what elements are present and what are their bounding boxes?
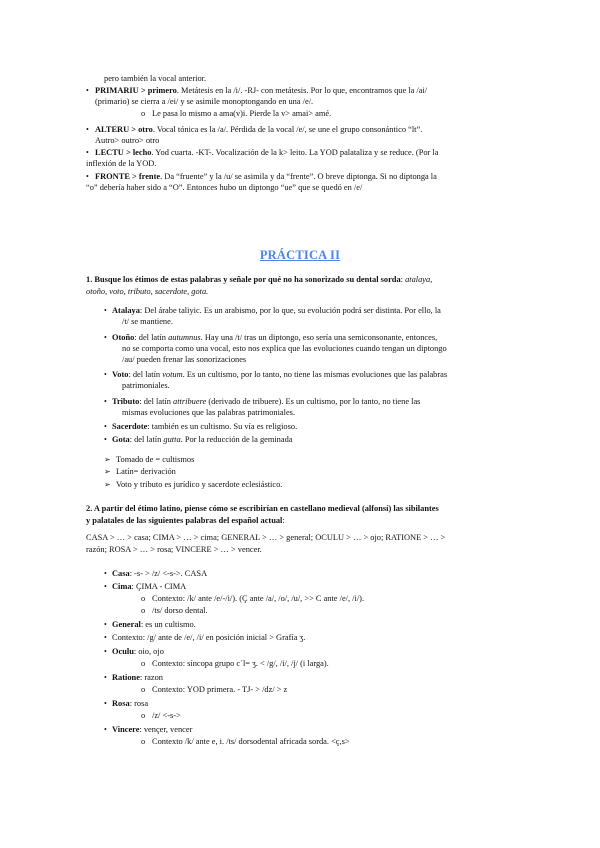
q2-answer-ratione-sub: Contexto: YOD primera. - TJ- > /dz/ > z	[152, 685, 288, 694]
answer-term: Vincere	[112, 725, 140, 734]
answer-text: : -s- > /z/ <-s->. CASA	[129, 569, 208, 578]
entry-text: . Da “fruente” y la /u/ se asimila y da “frente”. O breve diptonga. Si no diptonga la	[160, 172, 437, 181]
section-title: PRÁCTICA II	[259, 248, 341, 262]
item-text: . Hay una /t/ tras un diptongo, eso sería una semiconsonante, entonces,	[200, 333, 438, 342]
q2-answer-rosa-sub: /z/ <-s->	[152, 711, 181, 720]
q2-answer-ratione	[112, 672, 163, 683]
entry-lectu-line2: inflexión de la YOD.	[86, 159, 157, 168]
bullet: •	[104, 673, 107, 682]
item-text: . Por la reducción de la geminada	[180, 435, 293, 444]
sub-bullet: o	[141, 109, 146, 118]
q2-answer-vincere	[112, 724, 192, 735]
bullet: •	[104, 397, 107, 406]
sub-bullet: o	[141, 594, 146, 603]
entry-text: . Yod cuarta. -KT-. Vocalización de la k> leito. La YOD palataliza y se reduce. (Por la	[151, 148, 439, 157]
q1-item-otono-line2: no se comporta como una vocal, esto nos explica que las evoluciones cuando tengan un diptongo	[122, 344, 447, 353]
item-text: (derivado de tribuere). Es un cultismo, por lo tanto, no tiene las	[206, 397, 421, 406]
q2-answer-general	[112, 619, 196, 630]
item-text: : del latín	[134, 333, 169, 342]
answer-term: Oculu	[112, 647, 134, 656]
bullet: •	[104, 647, 107, 656]
q1-item-tributo	[112, 396, 420, 407]
q1-item-otono	[112, 332, 437, 343]
q2-prompt-bold: y palatales de las siguientes palabras del español actual	[86, 516, 283, 525]
item-term: Tributo	[112, 397, 140, 406]
item-text: : del latín	[139, 397, 174, 406]
bullet: •	[104, 435, 107, 444]
q1-item-gota	[112, 434, 293, 445]
arrow-bullet-icon: ➢	[104, 480, 111, 489]
q2-prompt-colon: :	[282, 516, 285, 525]
item-term: Sacerdote	[112, 422, 148, 431]
q2-list-line1: CASA > … > casa; CIMA > … > cima; GENERAL > … > general; OCULU > … > ojo; RATIONE > … >	[86, 533, 446, 542]
answer-term: General	[112, 620, 141, 629]
answer-text: : razon	[139, 673, 163, 682]
entry-text: . Vocal tónica es la /a/. Pérdida de la vocal /e/, se une el grupo consonántico “lt”.	[152, 125, 423, 134]
continuation-line: pero también la vocal anterior.	[104, 74, 207, 83]
item-text: : también es un cultismo. Su vía es religioso.	[147, 422, 298, 431]
entry-fronte-line2: “o” debería haber sido a “O”. Entonces hubo un diptongo “ue” que se quedó en /e/	[86, 183, 363, 192]
entry-term: LECTU > lecho	[95, 148, 152, 157]
answer-text: : rosa	[129, 699, 149, 708]
bullet: •	[86, 86, 89, 95]
bullet: •	[104, 569, 107, 578]
q2-answer-cima-sub2: /ts/ dorso dental.	[152, 606, 208, 615]
item-term: Voto	[112, 370, 129, 379]
q1-prompt-line2: otoño, voto, tributo, sacerdote, gota.	[86, 287, 209, 296]
item-etymon: gutta	[163, 435, 181, 444]
entry-alteru-line2: Autro> outro> otro	[95, 136, 160, 145]
item-term: Otoño	[112, 333, 135, 342]
item-term: Atalaya	[112, 306, 140, 315]
entry-primariu	[95, 85, 515, 96]
q2-answer-oculu	[112, 646, 164, 657]
q1-item-atalaya-line2: /t/ se mantiene.	[122, 317, 173, 326]
q2-answer-cima-sub1: Contexto: /k/ ante /e/-/i/). (Ç ante /a/, /o/, /u/, >> C ante /e/, /i/).	[152, 594, 365, 603]
entry-term: ALTERU > otro	[95, 125, 153, 134]
item-etymon: attribuere	[173, 397, 207, 406]
q1-note: Latín= derivación	[116, 467, 176, 476]
q1-item-atalaya	[112, 305, 441, 316]
entry-primariu-line2: (primario) se cierra a /ei/ y se asimile monoptongando en una /e/.	[95, 97, 314, 106]
item-text: : del latín	[128, 370, 163, 379]
bullet: •	[104, 620, 107, 629]
item-etymon: votum	[162, 370, 183, 379]
answer-text: : ÇIMA - CIMA	[131, 582, 187, 591]
q1-prompt-bold: 1. Busque los étimos de estas palabras y señale por qué no ha sonorizado su dental sorda	[86, 275, 401, 284]
item-text: : Del árabe taliyic. Es un arabismo, por lo que, su evolución podrá ser distinta. Por ello, la	[139, 306, 441, 315]
q1-note: Voto y tributo es jurídico y sacerdote eclesiástico.	[116, 480, 283, 489]
q1-prompt	[86, 274, 432, 285]
q2-answer-contexto: Contexto: /g/ ante de /e/, /i/ en posición inicial > Grafía ʒ.	[112, 633, 306, 642]
q1-item-otono-line3: /au/ pueden frenar las sonorizaciones	[122, 355, 247, 364]
q2-answer-oculu-sub: Contexto: síncopa grupo c´l= ʒ. < /g/, /i/, /j/ (i larga).	[152, 659, 329, 668]
q1-note: Tomado de = cultismos	[116, 455, 195, 464]
sub-bullet: o	[141, 659, 146, 668]
answer-text: : es un cultismo.	[140, 620, 196, 629]
entry-term: PRIMARIU > primero	[95, 86, 177, 95]
bullet: •	[86, 148, 89, 157]
bullet: •	[104, 725, 107, 734]
q2-prompt-line1: 2. A partir del étimo latino, piense cómo se escribirían en castellano medieval (alfonsí) las sibilantes	[86, 504, 439, 513]
arrow-bullet-icon: ➢	[104, 467, 111, 476]
bullet: •	[104, 582, 107, 591]
sub-bullet: o	[141, 737, 146, 746]
bullet: •	[104, 699, 107, 708]
bullet: •	[104, 422, 107, 431]
bullet: •	[104, 633, 107, 642]
bullet: •	[104, 306, 107, 315]
item-etymon: autumnus	[168, 333, 201, 342]
q1-item-voto	[112, 369, 447, 380]
q1-item-sacerdote	[112, 421, 297, 432]
q2-answer-cima	[112, 581, 186, 592]
entry-text: . Metátesis en la /i/. -RJ- con metátesis. Por lo que, encontramos que la /ai/	[176, 86, 428, 95]
entry-fronte	[95, 171, 437, 182]
q2-answer-vincere-sub: Contexto /k/ ante e, i. /ts/ dorsodental africada sorda. <ç,s>	[152, 737, 350, 746]
q2-answer-casa	[112, 568, 207, 579]
item-text: : del latín	[129, 435, 164, 444]
entry-lectu	[95, 147, 438, 158]
entry-primariu-sub: Le pasa lo mismo a ama(v)i. Pierde la v> amai> amé.	[152, 109, 332, 118]
entry-term: FRONTE > frente	[95, 172, 161, 181]
sub-bullet: o	[141, 685, 146, 694]
q2-prompt-line2	[86, 515, 285, 526]
sub-bullet: o	[141, 606, 146, 615]
q2-answer-rosa	[112, 698, 148, 709]
answer-term: Rosa	[112, 699, 130, 708]
answer-text: : vençer, vencer	[139, 725, 193, 734]
bullet: •	[104, 333, 107, 342]
q1-prompt-colon: :	[400, 275, 406, 284]
entry-alteru	[95, 124, 422, 135]
sub-bullet: o	[141, 711, 146, 720]
arrow-bullet-icon: ➢	[104, 455, 111, 464]
bullet: •	[86, 172, 89, 181]
bullet: •	[86, 125, 89, 134]
answer-term: Ratione	[112, 673, 140, 682]
bullet: •	[104, 370, 107, 379]
q2-list-line2: razón; ROSA > … > rosa; VINCERE > … > vencer.	[86, 545, 262, 554]
answer-text: : oio, ojo	[133, 647, 164, 656]
item-text: . Es un cultismo, por lo tanto, no tiene las mismas evoluciones que las palabras	[182, 370, 448, 379]
answer-term: Cima	[112, 582, 132, 591]
answer-term: Casa	[112, 569, 130, 578]
item-term: Gota	[112, 435, 130, 444]
q1-item-tributo-line2: mismas evoluciones que las palabras patrimoniales.	[122, 408, 296, 417]
q1-prompt-italic: atalaya,	[405, 275, 433, 284]
q1-item-voto-line2: patrimoniales.	[122, 381, 170, 390]
